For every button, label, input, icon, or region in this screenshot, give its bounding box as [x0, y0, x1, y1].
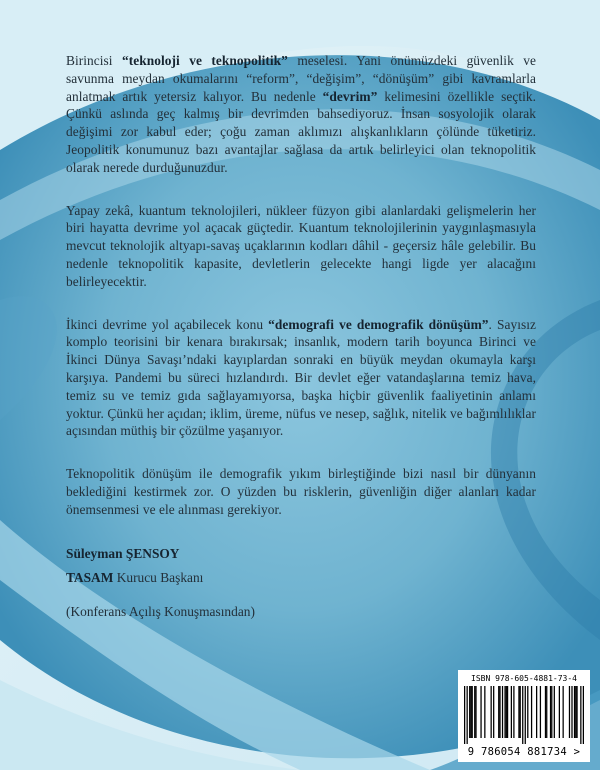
- isbn-label: ISBN 978-605-4881-73-4: [471, 674, 577, 683]
- back-cover-text: [66, 52, 536, 622]
- barcode-bar: [571, 686, 572, 738]
- barcode-bar: [502, 686, 503, 738]
- signature-block: [66, 544, 536, 622]
- barcode-bar: [546, 686, 547, 738]
- text-run: Teknopolitik dönüşüm ile demografik yıkım birleştiğinde bizi nasıl bir dünyanın beklediğini kestirmek zor. O yüzden bu risklerin, güvenliğin diğer alanları kadar önemsenmesi ve ele alınması gerekiyor.: [66, 466, 536, 517]
- barcode-bar: [540, 686, 541, 738]
- paragraph-2: [66, 202, 536, 291]
- text-run: İkinci devrime yol açabilecek konu: [66, 316, 269, 332]
- emphasis-text: “devrim”: [322, 88, 378, 104]
- organization-name: TASAM: [66, 569, 114, 585]
- barcode-bar: [580, 686, 581, 744]
- text-run: Yapay zekâ, kuantum teknolojileri, nükleer füzyon gibi alanlardaki gelişmelerin her biri hayatta devrime yol açacak güçtedir. Kuantum teknolojilerinin yaygınlaşmasıyla mevcut teknolojik altyapı-savaş uçaklarının kodları dâhil - geçersiz hâle gelebilir. Bu nedenle teknopolitik kapasite, devletlerin gelecekte hangi ligde yer alacağını belirleyecektir.: [66, 202, 536, 289]
- barcode-bar: [583, 686, 584, 744]
- barcode-bar: [475, 686, 476, 738]
- barcode-bar: [472, 686, 473, 738]
- source-note: (Konferans Açılış Konuşmasından): [66, 603, 255, 619]
- barcode-bar: [522, 686, 523, 744]
- barcode-bar: [506, 686, 507, 738]
- barcode-bar: [554, 686, 555, 738]
- barcode-bar: [563, 686, 564, 738]
- barcode-bar: [550, 686, 551, 738]
- barcode-bar: [474, 686, 475, 738]
- author-title: [66, 568, 536, 588]
- barcode-bars: [464, 686, 584, 744]
- emphasis-text: “teknoloji ve teknopolitik”: [122, 53, 288, 68]
- barcode-bar: [493, 686, 494, 738]
- barcode-bar: [531, 686, 532, 738]
- barcode-bar: [527, 686, 528, 738]
- text-run: kelimesini özellikle seçtik. Çünkü aslında geç kalmış bir devrimden bahsediyoruz. İnsan sosyolojik olarak değişimi zor kabul eder; çoğu zaman aklımızı alışkanlıkların çölünde tüketiriz. Jeopolitik konumunuz bazı avantajlar sağlasa da artık belirleyici olan teknopolitik olarak nerede durduğunuzdur.: [66, 88, 536, 175]
- emphasis-text: “demografi ve demografik dönüşüm”: [268, 316, 489, 332]
- barcode-bar: [574, 686, 575, 738]
- role-label: Kurucu Başkanı: [113, 569, 204, 585]
- barcode-bar: [525, 686, 526, 744]
- author-name: Süleyman ŞENSOY: [66, 545, 180, 561]
- barcode-bar: [480, 686, 481, 738]
- barcode-bar: [513, 686, 514, 738]
- barcode-bar: [559, 686, 560, 738]
- barcode-bar: [470, 686, 471, 738]
- barcode-bar: [464, 686, 465, 744]
- text-run: meselesi. Yani önümüzdeki güvenlik ve savunma meydan okumalarını “reform”, “değişim”, “dönüşüm” gibi kavramlarla anlatmak artık yetersiz kalıyor. Bu nedenle: [66, 53, 536, 104]
- barcode-bar: [469, 686, 470, 738]
- barcode-bar: [551, 686, 552, 738]
- barcode-digits: 9 786054 881734 >: [467, 746, 581, 758]
- barcode-bar: [504, 686, 505, 738]
- paragraph-4: [66, 465, 536, 518]
- barcode-bar: [507, 686, 508, 738]
- barcode-bar: [498, 686, 499, 738]
- paragraph-1: [66, 52, 536, 177]
- text-run: . Sayısız komplo teorisini bir kenara bırakırsak; insanlık, modern tarih boyunca Birinci ve İkinci Dünya Savaşı’ndaki kayıplardan sonraki en büyük meydan okumayla karşı karşıya. Pandemi bu süreci hızlandırdı. Bir devlet eğer vatandaşlarına temiz hava, temiz su ve temiz gıda sağlayamıyorsa, başka hiçbir güvenlik faaliyetinin anlamı yoktur. Çünkü her açıdan; iklim, üreme, nüfus ve nesep, sağlık, nitelik ve bağımlılıklar açısından müthiş bir çözülme yaşanıyor.: [66, 316, 537, 439]
- barcode-bar: [576, 686, 577, 738]
- barcode-bar: [484, 686, 485, 738]
- barcode-bar: [536, 686, 537, 738]
- barcode-bar: [511, 686, 512, 738]
- barcode-bar: [569, 686, 570, 738]
- barcode-bar: [499, 686, 500, 738]
- barcode-bar: [575, 686, 576, 738]
- text-run: Birincisi: [66, 53, 122, 68]
- isbn-barcode: [458, 670, 590, 762]
- barcode-bar: [467, 686, 468, 744]
- paragraph-3: [66, 316, 536, 441]
- barcode-bar: [520, 686, 521, 738]
- barcode-bar: [491, 686, 492, 738]
- barcode-bar: [518, 686, 519, 738]
- barcode-bar: [545, 686, 546, 738]
